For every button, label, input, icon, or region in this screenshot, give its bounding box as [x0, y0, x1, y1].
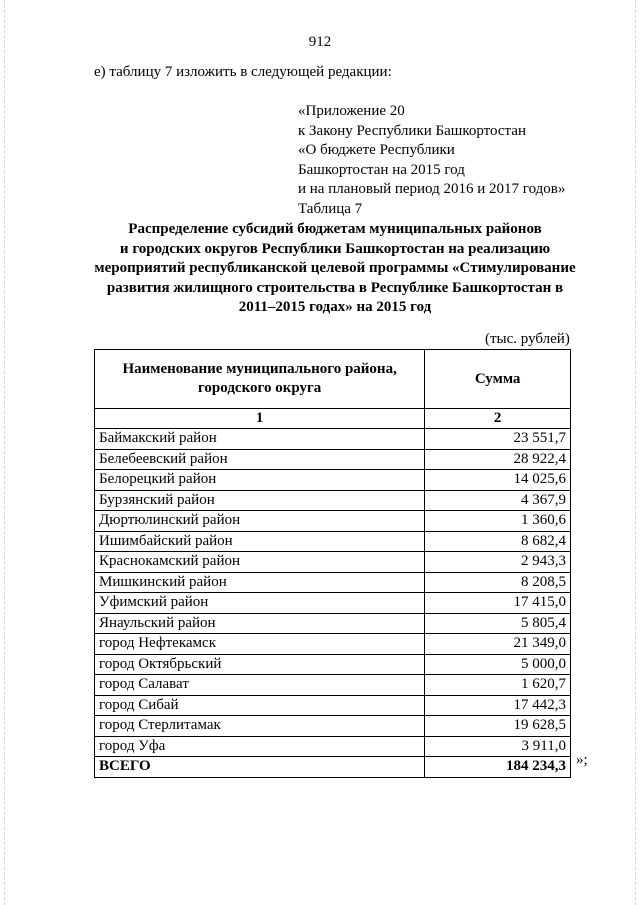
- closing-mark: »;: [576, 752, 588, 768]
- title-line: 2011–2015 годах» на 2015 год: [238, 299, 432, 315]
- appendix-line: «Приложение 20: [298, 103, 405, 119]
- table-row: [95, 531, 571, 552]
- right-margin-line: [635, 0, 636, 905]
- district-name: Бурзянский район: [95, 490, 425, 511]
- subsidy-amount: 23 551,7: [425, 429, 571, 450]
- subsidy-amount: 1 360,6: [425, 511, 571, 532]
- total-row: [95, 757, 571, 778]
- page-number: 912: [308, 34, 332, 50]
- district-name: город Уфа: [95, 736, 425, 757]
- appendix-line: «О бюджете Республики: [298, 142, 455, 158]
- table-row: [95, 490, 571, 511]
- column-header-name: Наименование муниципального района, городского округа: [95, 350, 425, 409]
- table-header-row: [95, 350, 571, 409]
- left-margin-line: [4, 0, 5, 905]
- column-number-row: [95, 409, 571, 429]
- subsidy-amount: 21 349,0: [425, 634, 571, 655]
- appendix-block: [298, 102, 565, 219]
- appendix-line: Башкортостан на 2015 год: [298, 161, 465, 178]
- table-row: [95, 470, 571, 491]
- title-line: Распределение субсидий бюджетам муниципальных районов: [128, 221, 542, 237]
- subsidy-amount: 5 805,4: [425, 613, 571, 634]
- subsidy-amount: 2 943,3: [425, 552, 571, 573]
- table-row: [95, 716, 571, 737]
- subsidy-amount: 1 620,7: [425, 675, 571, 696]
- table-row: [95, 654, 571, 675]
- table-row: [95, 449, 571, 470]
- table-row: [95, 675, 571, 696]
- title-line: и городских округов Республики Башкортостан на реализацию: [119, 240, 551, 257]
- district-name: Белорецкий район: [95, 470, 425, 491]
- table-body: [95, 429, 571, 757]
- appendix-line: к Закону Республики Башкортостан: [298, 122, 526, 139]
- district-name: Дюртюлинский район: [95, 511, 425, 532]
- district-name: город Нефтекамск: [95, 634, 425, 655]
- subsidy-amount: 8 682,4: [425, 531, 571, 552]
- total-label: ВСЕГО: [95, 757, 425, 778]
- district-name: Ишимбайский район: [95, 531, 425, 552]
- appendix-line: и на плановый период 2016 и 2017 годов»: [298, 181, 566, 197]
- subsidy-amount: 19 628,5: [425, 716, 571, 737]
- district-name: Белебеевский район: [95, 449, 425, 470]
- district-name: Баймакский район: [95, 429, 425, 450]
- appendix-line: Таблица 7: [298, 200, 363, 217]
- units-label: (тыс. рублей): [485, 331, 570, 347]
- subsidy-amount: 4 367,9: [425, 490, 571, 511]
- column-number: 1: [95, 409, 425, 429]
- table-row: [95, 572, 571, 593]
- document-title: [80, 220, 590, 318]
- district-name: Уфимский район: [95, 593, 425, 614]
- table-row: [95, 429, 571, 450]
- district-name: город Октябрьский: [95, 654, 425, 675]
- table-row: [95, 552, 571, 573]
- table-row: [95, 613, 571, 634]
- subsidy-amount: 14 025,6: [425, 470, 571, 491]
- table-row: [95, 593, 571, 614]
- intro-text: е) таблицу 7 изложить в следующей редакции:: [94, 64, 392, 80]
- district-name: Краснокамский район: [95, 552, 425, 573]
- table-row: [95, 634, 571, 655]
- subsidy-amount: 5 000,0: [425, 654, 571, 675]
- title-line: мероприятий республиканской целевой программы «Стимулирование: [94, 260, 576, 276]
- subsidy-amount: 3 911,0: [425, 736, 571, 757]
- district-name: Мишкинский район: [95, 572, 425, 593]
- district-name: город Стерлитамак: [95, 716, 425, 737]
- table-row: [95, 736, 571, 757]
- district-name: город Сибай: [95, 695, 425, 716]
- subsidy-table: [94, 349, 571, 778]
- column-number: 2: [425, 409, 571, 429]
- subsidy-amount: 28 922,4: [425, 449, 571, 470]
- district-name: город Салават: [95, 675, 425, 696]
- table-row: [95, 695, 571, 716]
- total-amount: 184 234,3: [425, 757, 571, 778]
- table-row: [95, 511, 571, 532]
- district-name: Янаульский район: [95, 613, 425, 634]
- column-header-amount: Сумма: [425, 350, 571, 409]
- subsidy-amount: 17 442,3: [425, 695, 571, 716]
- subsidy-amount: 8 208,5: [425, 572, 571, 593]
- title-line: развития жилищного строительства в Республике Башкортостан в: [106, 279, 564, 296]
- subsidy-amount: 17 415,0: [425, 593, 571, 614]
